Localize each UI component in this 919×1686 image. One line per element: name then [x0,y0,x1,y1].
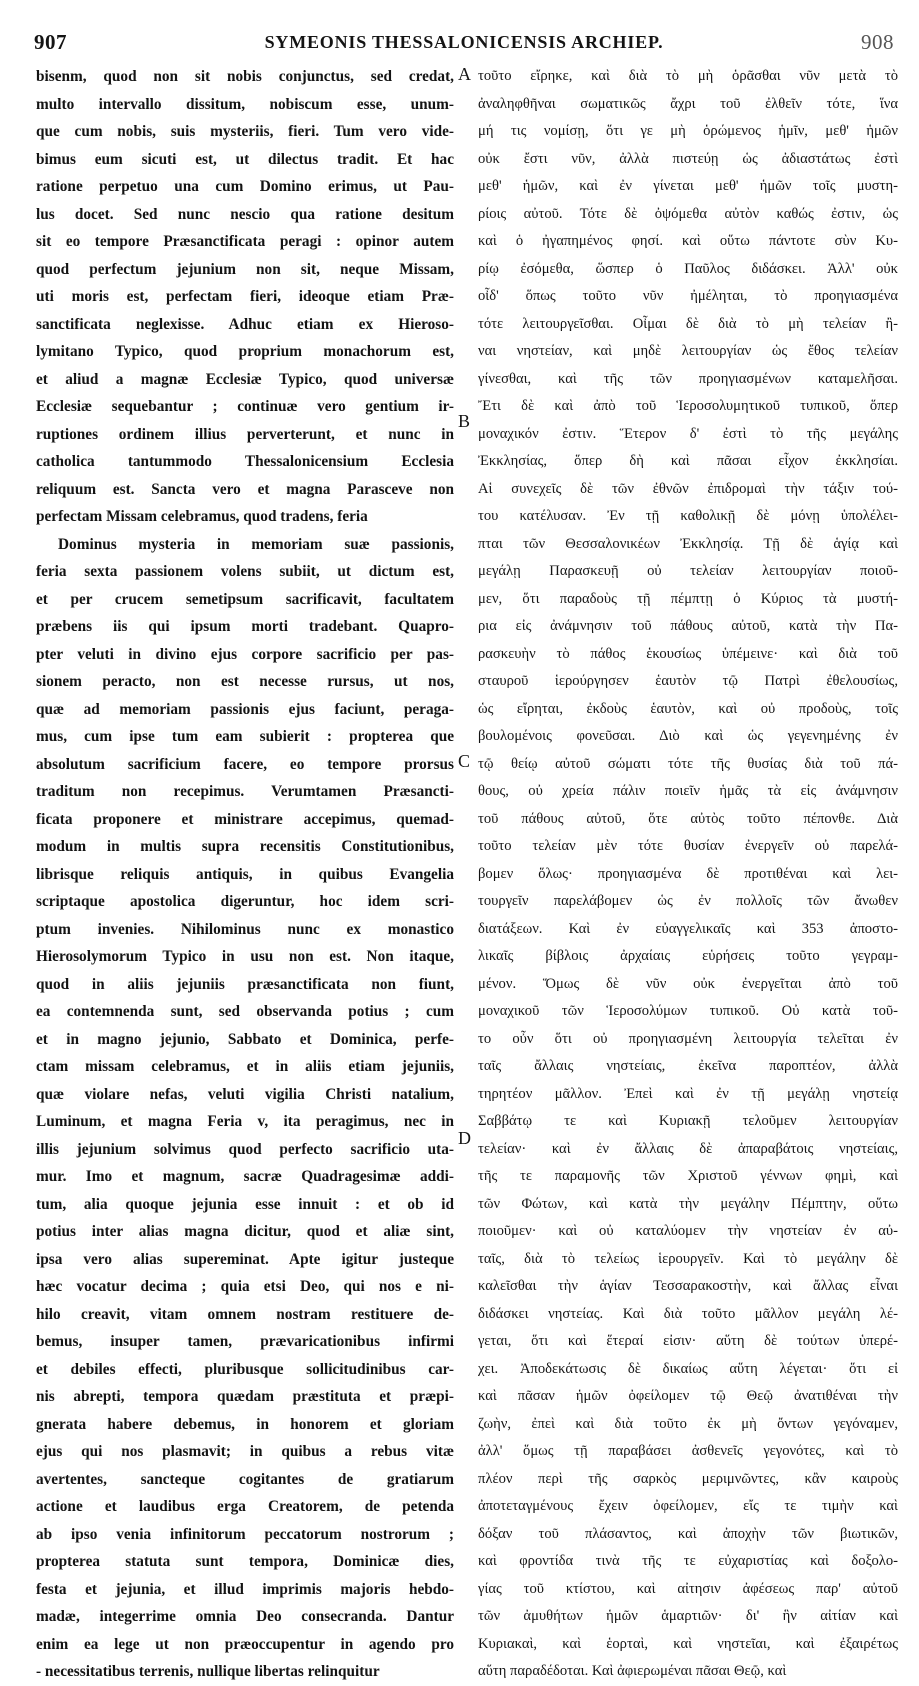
text-line: τῶν Φώτων, καὶ κατὰ τὴν μεγάλην Πέμπτην, οὕτω [478,1195,898,1212]
text-line: ναι νηστείαν, καὶ μηδὲ λειτουργίαν ὡς ἔθος τελείαν [478,343,898,359]
text-line: enim ea lege ut non præoccupentur in agendo pro [36,1635,454,1653]
text-line: σταυροῦ ἱερούργησεν ἑαυτὸν τῷ Πατρὶ ἐθελουσίως, [478,673,898,689]
text-line: ὡς εἴρηται, ἐκδοὺς ἑαυτὸν, καὶ οὐ προδοὺς, τοῖς [478,700,898,717]
text-line: modum in multis supra recensitis Constitutionibus, [36,838,454,855]
text-line: γίας τοῦ κτίστου, καὶ αἰτησιν ἀφέσεως παρ' αὐτοῦ [478,1580,898,1597]
text-line: Σαββάτῳ τε καὶ Κυριακῇ τελοῦμεν λειτουργίαν [478,1113,898,1129]
text-line: τοῦ πάθους αὐτοῦ, ὅτε αὐτὸς τοῦτο πέπονθε. Διὰ [478,810,898,827]
text-line: ρασκευὴν τὸ πάθος ἑκουσίως ὑπέμεινε· καὶ διὰ τοῦ [478,645,898,662]
text-line: τῷ θείῳ αὐτοῦ σώματι τότε τῆς θυσίας διὰ τοῦ πά- [478,755,898,772]
text-line: feria sexta passionem volens subiit, ut dictum est, [36,563,454,580]
text-line: ctam missam celebramus, et in aliis etiam jejuniis, [36,1058,454,1075]
page-number-left: 907 [34,30,67,54]
text-line: μοναχικοῦ τῶν Ἱεροσολύμων τυπικοῦ. Οὐ κατὰ τοῦ- [478,1003,898,1019]
text-line: Luminum, et magna Feria v, ita peragimus, nec in [36,1113,454,1130]
text-line: αὕτη παραδέδοται. Καὶ ἀφιερωμέναι πᾶσαι Θεῷ, καὶ [478,1663,787,1679]
text-line: διατάξεων. Καὶ ἐν εὐαγγελικαῖς καὶ 353 ἀποστο- [478,920,898,937]
text-line: sit eo tempore Præsanctificata peragi : opinor autem [36,233,454,250]
text-line: τότε λειτουργεῖσθαι. Οἶμαι δὲ διὰ τὸ μὴ τελείαν ἢ- [478,315,898,332]
text-line: μεθ' ἡμῶν, καὶ ἐν γίνεται μεθ' ἡμῶν τοῖς μυστη- [478,178,898,194]
text-line: traditum non recepimus. Verumtamen Præsancti- [36,783,454,800]
text-line: ταῖς, διὰ τὸ τελείως ἱερουργεῖν. Καὶ τὸ μεγάλην δὲ [478,1250,898,1267]
text-line: hæc vocatur decima ; quia etsi Deo, qui nos e ni- [36,1278,454,1295]
text-line: pter veluti in divino ejus corpore sacrificio per pas- [36,645,454,663]
text-line: καὶ φροντίδα τινὰ τῆς τε εὐχαριστίας καὶ δοξολο- [478,1553,898,1569]
text-line: festa et jejunia, et illud imprimis majoris hebdo- [36,1580,454,1598]
text-line: Ἐκκλησίας, ὅπερ δὴ καὶ πᾶσαι εἶχον ἐκκλησίαι. [478,453,898,469]
text-line: τουργεῖν παρελάβομεν ὡς ἐν πολλοῖς τῶν ἄνωθεν [478,893,898,909]
text-line: οἶδ' ὅπως τοῦτο νῦν ἠμέληται, τὸ προηγιασμένα [478,288,898,304]
text-line: βομεν ὅλως· προηγιασμένα δὲ προτιθέναι καὶ λει- [478,865,898,882]
text-line: ptum invenies. Nihilominus nunc ex monastico [36,920,454,938]
text-line: ab ipso venia infinitorum peccatorum nostrorum ; [36,1525,454,1543]
page-number-right: 908 [861,30,894,54]
text-line: quod in aliis jejuniis præsanctificata non fiunt, [36,975,454,993]
text-line: ἀποτεταγμένους ἔχειν ὀφείλομεν, εἴς τε τιμὴν καὶ [478,1498,898,1514]
text-line: ἀναληφθῆναι σωματικῶς ἄχρι τοῦ ἐλθεῖν τότε, ἵνα [478,95,898,112]
text-line: propterea statuta sunt tempora, Dominicæ dies, [36,1553,454,1570]
text-line: potius inter alias magna dicitur, quod et aliæ sint, [36,1223,454,1240]
text-line: scriptaque apostolica digeruntur, hoc idem scri- [36,893,454,910]
greek-column [478,63,898,1686]
text-line: ea contemnenda sunt, sed observanda potius ; cum [36,1003,454,1020]
text-line: gnerata habere debemus, in honorem et gloriam [36,1415,454,1433]
text-line: lymitano Typico, quod proprium monachorum est, [36,343,454,360]
text-line: λικαῖς βίβλοις ἀρχαίαις εὑρήσεις τοῦτο γεγραμ- [478,948,898,964]
text-line: μοναχικόν ἐστιν. Ἕτερον δ' ἐστὶ τὸ τῆς μεγάλης [478,425,898,442]
text-line: τηρητέον μᾶλλον. Ἐπεὶ καὶ ἐν τῇ μεγάλῃ νηστείᾳ [478,1085,898,1102]
text-line: tum, alia quoque jejunia esse innuit : et ob id [36,1195,454,1213]
text-line: - necessitatibus terrenis, nullique libertas relinquitur [36,1663,380,1680]
text-line: τελείαν· καὶ ἐν ἄλλαις δὲ ἀπαραβάτοις νηστείαις, [478,1140,898,1157]
text-line: τοῦτο τελείαν μὲν τότε θυσίαν ἐνεργεῖν οὐ παρελά- [478,838,898,854]
text-line: καὶ πᾶσαν ἡμῶν ὀφείλομεν τῷ Θεῷ ἀνατιθέναι τὴν [478,1388,898,1404]
text-line: bimus eum sicuti est, ut dilectus tradit. Et hac [36,150,454,168]
text-line: avertentes, sancteque cogitantes de gratiarum [36,1470,454,1488]
text-line: ruptiones ordinem illius perverterunt, et nunc in [36,425,454,443]
text-line: μένον. Ὅμως δὲ νῦν οὐκ ἐνεργεῖται ἀπὸ τοῦ [478,975,898,992]
text-line: sanctificata neglexisse. Adhuc etiam ex Hieroso- [36,315,454,333]
text-line: quæ violare nefas, veluti vigilia Christi natalium, [36,1085,454,1103]
text-line: Ἔτι δὲ καὶ ἀπὸ τοῦ Ἱεροσολυμητικοῦ τυπικοῦ, ὅπερ [478,398,898,414]
text-line: μή τις νομίσῃ, ὅτι γε μὴ ὁρώμενος ἡμῖν, μεθ' ἡμῶν [478,123,898,139]
text-line: uti moris est, perfectam fieri, ideoque etiam Præ- [36,288,454,305]
text-line: του κατέλυσαν. Ἐν τῇ καθολικῇ δὲ μόνῃ ὑπολέλει- [478,508,898,524]
text-line: ficata proponere et ministrare accepimus, quemad- [36,810,454,828]
text-line: librisque reliquis antiquis, in quibus Evangelia [36,865,454,883]
running-header [34,30,894,58]
text-line: illis jejunium solvimus quod perfecto sacrificio uta- [36,1140,454,1158]
text-line: absolutum sacrificium facere, eo tempore prorsus [36,755,454,773]
text-line: lus docet. Sed nunc nescio qua ratione desitum [36,205,454,223]
text-line: Αἱ συνεχεῖς δὲ τῶν ἐθνῶν ἐπιδρομαὶ τὴν τάξιν τού- [478,480,898,497]
text-line: bemus, insuper tamen, prævaricationibus infirmi [36,1333,454,1350]
text-line: quæ ad memoriam passionis ejus faciunt, peraga- [36,700,454,718]
text-line: οὐκ ἔστι νῦν, ἀλλὰ πιστεύῃ ὡς ἀδιαστάτως ἐστὶ [478,150,898,167]
text-line: καλεῖσθαι τὴν ἁγίαν Τεσσαρακοστὴν, καὶ ἄλλας εἶναι [478,1278,898,1294]
text-line: Dominus mysteria in memoriam suæ passionis, [58,535,454,553]
text-line: πται τῶν Θεσσαλονικέων Ἐκκλησίᾳ. Τῇ δὲ ἁγίᾳ καὶ [478,535,898,552]
text-line: βουλομένοις φονεῦσαι. Διὸ καὶ ὡς γεγενημένης ἐν [478,728,898,744]
text-line: ταῖς ἄλλαις νηστείαις, ἐκεῖνα παροπτέον, ἀλλὰ [478,1058,898,1074]
text-line: μεγάλῃ Παρασκευῇ οὐ τελείαν λειτουργίαν ποιοῦ- [478,563,898,579]
running-title: SYMEONIS THESSALONICENSIS ARCHIEP. [264,32,664,52]
text-line: quod perfectum jejunium non sit, neque Missam, [36,260,454,278]
text-line: δόξαν τοῦ πλάσαντος, καὶ ἀποχὴν τῶν βιωτικῶν, [478,1525,898,1542]
text-line: et debiles effecti, pluribusque sollicitudinibus car- [36,1360,454,1378]
text-line: γεται, ὅτι καὶ ἕτεραί εἰσιν· αὕτη δὲ τούτων ὑπερέ- [478,1333,898,1349]
text-line: nis abrepti, tempora quædam præstituta et præpi- [36,1388,454,1405]
text-line: multo intervallo dissitum, nobiscum esse, unum- [36,95,454,113]
text-line: καὶ ὁ ἠγαπημένος φησί. καὶ οὕτω πάντοτε σὺν Κυ- [478,233,898,249]
text-line: et aliud a magnæ Ecclesiæ Typico, quod universæ [36,370,454,388]
section-marker-a: A [458,64,471,84]
text-line: Κυριακαὶ, καὶ ἑορταὶ, καὶ νηστεῖαι, καὶ ἐξαιρέτως [478,1635,898,1652]
text-line: que cum nobis, suis mysteriis, fieri. Tum vero vide- [36,123,454,140]
section-marker-d: D [458,1128,471,1148]
text-line: ζωὴν, ἐπεὶ καὶ διὰ τοῦτο ἐκ μὴ ὄντων γεγόναμεν, [478,1415,898,1432]
section-marker-c: C [458,751,471,771]
text-line: ποιοῦμεν· καὶ οὐ καταλύομεν τὴν νηστείαν ἐν αὐ- [478,1223,898,1239]
text-line: hilo creavit, vitam omnem nostram restituere de- [36,1305,454,1323]
text-line: præbens iis qui ipsum morti tradebant. Quapro- [36,618,454,635]
text-line: et per crucem semetipsum sacrificavit, facultatem [36,590,454,608]
text-line: μεν, ὅτι παραδοὺς τῇ πέμπτῃ ὁ Κύριος τὰ μυστή- [478,590,898,607]
text-line: ἀλλ' ὅμως τῇ παραβάσει ἀσθενεῖς γεγονότες, καὶ τὸ [478,1443,898,1459]
text-line: χει. Ἀποδεκάτωσις δὲ δικαίως αὕτη λέγεται· ὅτι εἰ [478,1360,898,1377]
text-line: sionem peracto, non est necesse rursus, ut nos, [36,673,454,690]
text-line: τῆς τε παραμονῆς τῶν Χριστοῦ γέννων φημὶ, καὶ [478,1168,898,1184]
text-line: διδάσκει νηστείας. Καὶ διὰ τοῦτο μᾶλλον μεγάλη λέ- [478,1305,898,1322]
text-line: bisenm, quod non sit nobis conjunctus, sed credat, [36,68,454,85]
text-line: ρίοις αὐτοῦ. Τότε δὲ ὀψόμεθα αὐτὸν καθώς ἐστιν, ὡς [478,205,898,222]
text-line: et in magno jejunio, Sabbato et Dominica, perfe- [36,1030,454,1048]
text-line: ipsa vero alias supereminat. Apte igitur justeque [36,1250,454,1268]
section-marker-b: B [458,411,471,431]
text-line: πλέον περὶ τῆς σαρκὸς μεριμνῶντες, κἂν καιροὺς [478,1470,898,1487]
text-line: θους, οὐ χρεία πάλιν ποιεῖν ἡμᾶς τὰ εἰς ἀνάμνησιν [478,783,898,799]
text-line: ρια εἰς ἀνάμνησιν τοῦ πάθους αὐτοῦ, κατὰ τὴν Πα- [478,618,898,634]
text-line: Hierosolymorum Typico in usu non est. Non itaque, [36,948,454,965]
text-line: τοῦτο εἴρηκε, καὶ διὰ τὸ μὴ ὁρᾶσθαι νῦν μετὰ τὸ [478,68,898,84]
latin-column [36,63,454,1686]
text-line: mus, cum ipse tum eam subierit : propterea que [36,728,454,745]
text-line: Ecclesiæ sequebantur ; continuæ vero gentium ir- [36,398,454,415]
text-line: ρίῳ ἐσόμεθα, ὥσπερ ὁ Παῦλος διδάσκει. Ἀλλ' οὐκ [478,260,898,277]
text-line: catholica tantummodo Thessalonicensium Ecclesia [36,453,454,470]
text-line: actione et laudibus erga Creatorem, de petenda [36,1498,454,1515]
text-line: ejus qui nos plasmavit; in quibus a rebus vitæ [36,1443,454,1460]
text-line: reliquum est. Sancta vero et magna Parasceve non [36,480,454,498]
text-line: το οὖν ὅτι οὐ προηγιασμένη λειτουργία τελεῖται ἐν [478,1030,898,1047]
text-line: τῶν ἀμυθήτων ἡμῶν ἁμαρτιῶν· δι' ἣν αἰτίαν καὶ [478,1608,898,1624]
text-line: perfectam Missam celebramus, quod tradens, feria [36,508,368,525]
text-line: ratione perpetuo una cum Domino erimus, ut Pau- [36,178,454,195]
text-line: γίνεσθαι, καὶ τῆς τῶν προηγιασμένων καταμελῆσαι. [478,370,898,387]
text-line: madæ, integerrime omnia Deo consecranda. Dantur [36,1608,454,1625]
text-line: mur. Imo et magnum, sacræ Quadragesimæ addi- [36,1168,454,1185]
